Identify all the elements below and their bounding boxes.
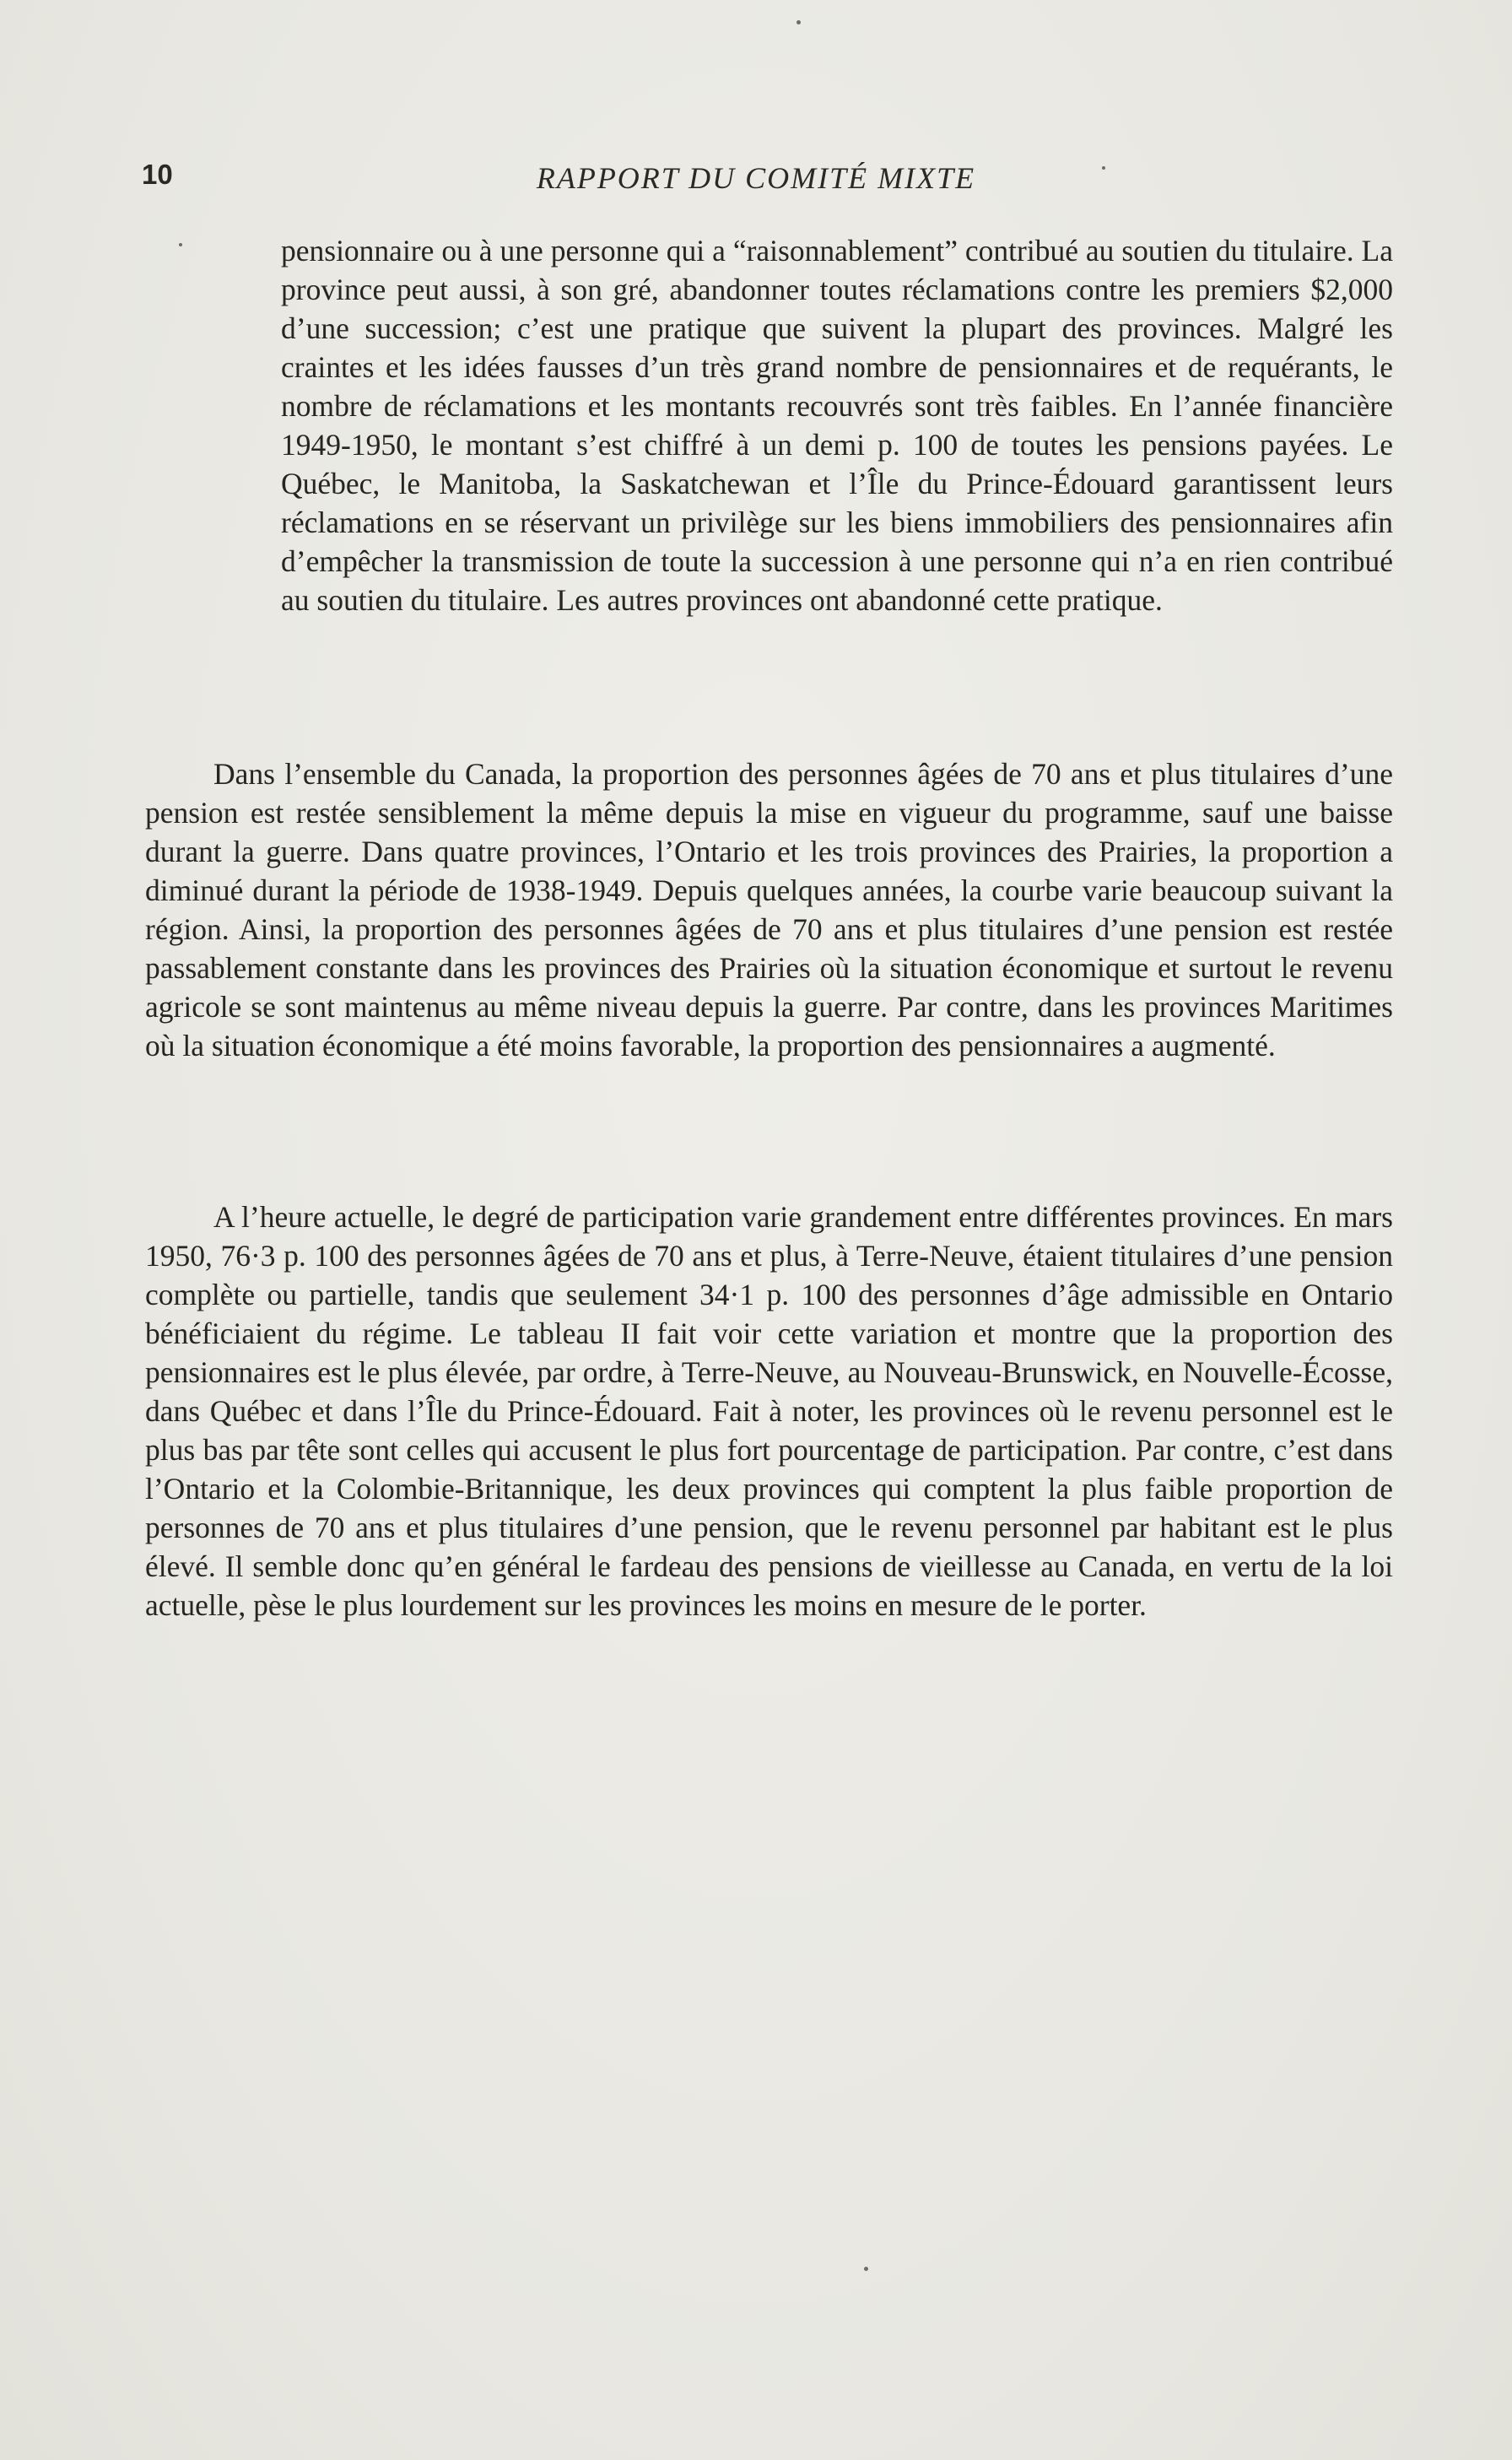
body-paragraph-1: Dans l’ensemble du Canada, la proportion des personnes âgées de 70 ans et plus titulaires d’une pension est restée sensiblement la même depuis la mise en vigueur du programme, sauf une baisse durant la guerre. Dans quatre provinces, l’Ontario et les trois provinces des Prairies, la proportion a diminué durant la période de 1938-1949. Depuis quelques années, la courbe varie beaucoup suivant la région. Ainsi, la proportion des personnes âgées de 70 ans et plus titulaires d’une pension est restée passablement constante dans les provinces des Prairies où la situation économique et surtout le revenu agricole se sont maintenus au même niveau depuis la guerre. Par contre, dans les provinces Maritimes où la situation économique a été moins favorable, la proportion des pensionnaires a augmenté. bbox=[145, 757, 1393, 1062]
body-paragraph-2: A l’heure actuelle, le degré de participation varie grandement entre différentes provinces. En mars 1950, 76·3 p. 100 des personnes âgées de 70 ans et plus, à Terre-Neuve, étaient titulaires d’une pension complète ou partielle, tandis que seulement 34·1 p. 100 des personnes d’âge admissible en Ontario bénéficiaient du régime. Le tableau II fait voir cette variation et montre que la proportion des pensionnaires est le plus élevée, par ordre, à Terre-Neuve, au Nouveau-Brunswick, en Nouvelle-Écosse, dans Québec et dans l’Île du Prince-Édouard. Fait à noter, les provinces où le revenu personnel est le plus bas par tête sont celles qui accusent le plus fort pourcentage de participation. Par contre, c’est dans l’Ontario et la Colombie-Britannique, les deux provinces qui comptent la plus faible proportion de personnes de 70 ans et plus titulaires d’une pension, que le revenu personnel par habitant est le plus élevé. Il semble donc qu’en général le fardeau des pensions de vieillesse au Canada, en vertu de la loi actuelle, pèse le plus lourdement sur les provinces les moins en mesure de le porter. bbox=[145, 1200, 1393, 1622]
print-speck bbox=[179, 243, 182, 246]
print-speck bbox=[796, 20, 801, 24]
indented-quoted-paragraph: pensionnaire ou à une personne qui a “raisonnablement” contribué au soutien du titulaire. La province peut aussi, à son gré, abandonner toutes réclamations contre les premiers $2,000 d’une succession; c’est une pratique que suivent la plupart des provinces. Malgré les craintes et les idées fausses d’un très grand nombre de pensionnaires et de requérants, le nombre de réclamations et les montants recouvrés sont très faibles. En l’année financière 1949-1950, le montant s’est chiffré à un demi p. 100 de toutes les pensions payées. Le Québec, le Manitoba, la Saskatchewan et l’Île du Prince-Édouard garantissent leurs réclamations en se réservant un privilège sur les biens immobiliers des pensionnaires afin d’empêcher la transmission de toute la succession à une personne qui n’a en rien contribué au soutien du titulaire. Les autres provinces ont abandonné cette pratique. bbox=[281, 234, 1393, 617]
running-head: RAPPORT DU COMITÉ MIXTE bbox=[536, 161, 976, 195]
print-speck bbox=[864, 2267, 868, 2271]
page-number: 10 bbox=[142, 159, 173, 190]
